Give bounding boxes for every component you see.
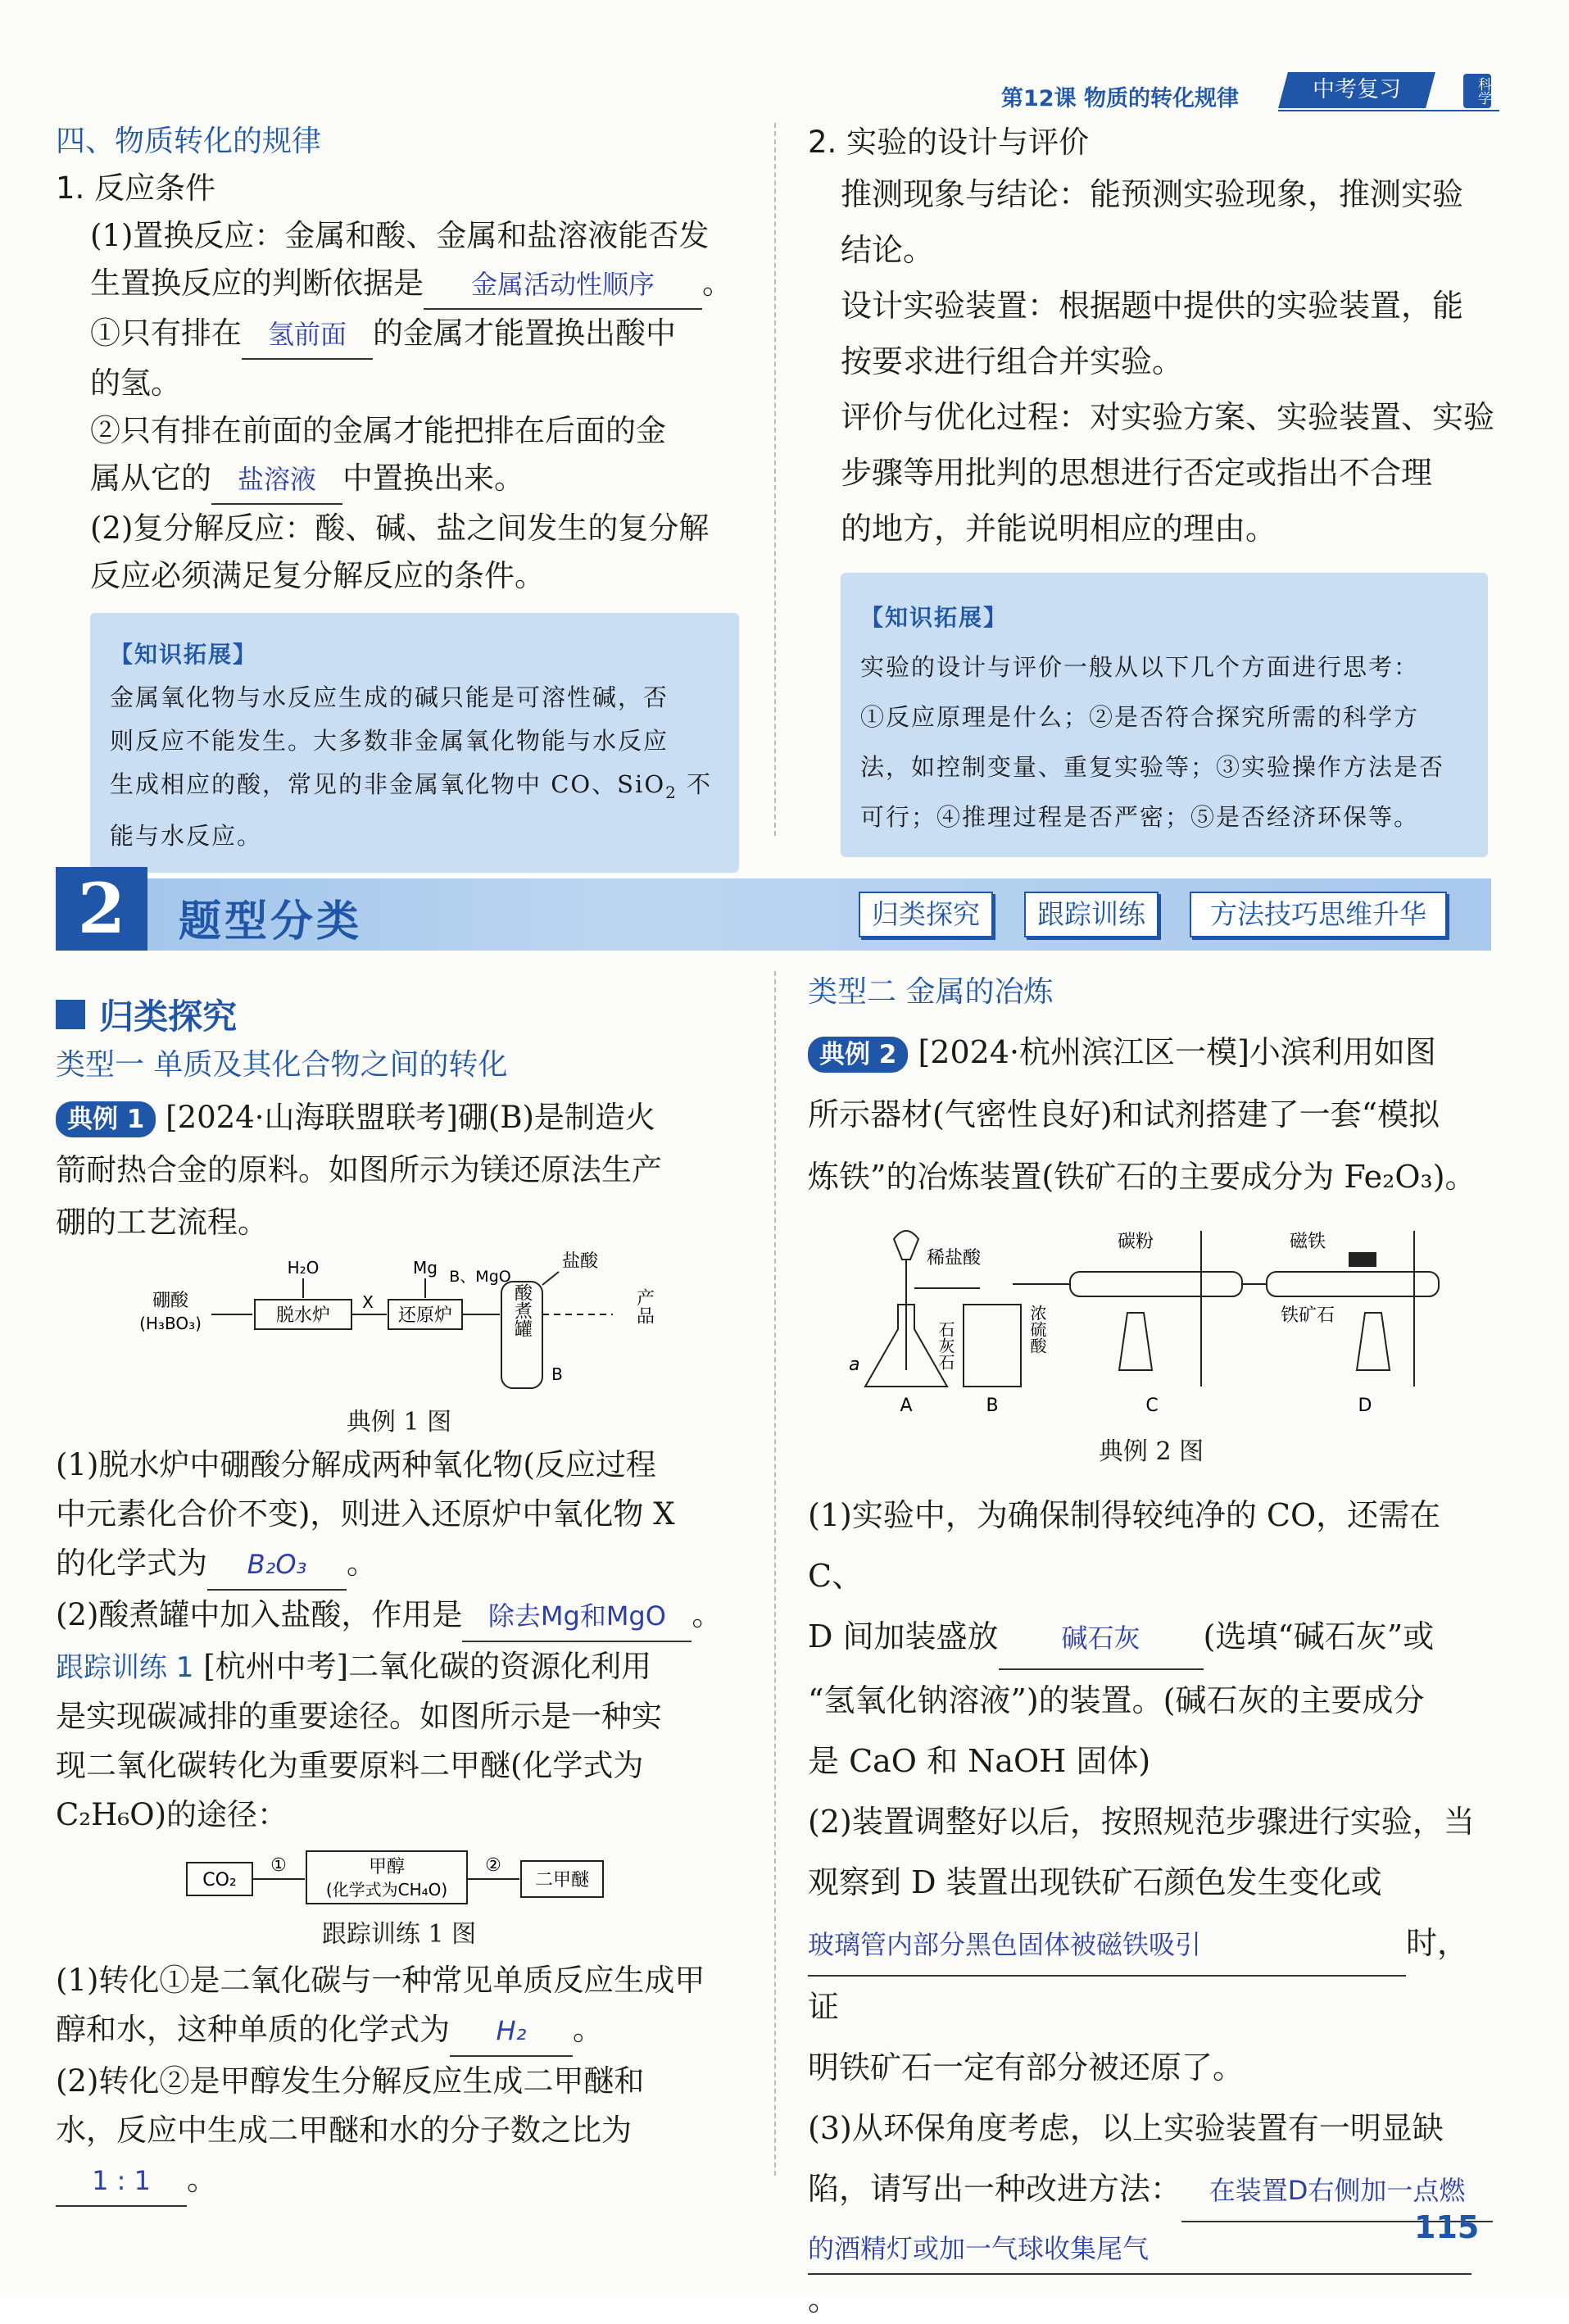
text: 生成相应的酸，常见的非金属氧化物中 CO、SiO bbox=[110, 770, 666, 798]
box-line: 实验的设计与评价一般从以下几个方面进行思考： bbox=[860, 653, 1420, 681]
answer-blank-1: 金属活动性顺序 bbox=[424, 261, 702, 310]
page-number: 115 bbox=[1414, 2209, 1480, 2245]
para-evaluate-1: 评价与优化过程：对实验方案、实验装置、实验 bbox=[841, 399, 1495, 435]
fig2-co2: CO₂ bbox=[202, 1870, 237, 1891]
left-top-column bbox=[56, 119, 742, 873]
r-q3-line-3 bbox=[808, 2222, 1494, 2324]
example-1-tag: 典例 1 bbox=[56, 1101, 156, 1137]
figure-2-flowchart bbox=[56, 1840, 742, 1913]
answer-r-q2: 玻璃管内部分黑色固体被磁铁吸引 bbox=[808, 1914, 1406, 1977]
fig3-limestone: 石灰石 bbox=[936, 1321, 955, 1370]
fig2-step1: ① bbox=[270, 1855, 287, 1876]
para-predict-2: 结论。 bbox=[841, 232, 935, 268]
section-classify-heading bbox=[56, 990, 742, 1039]
subject-badge: 科学 bbox=[1463, 74, 1491, 108]
fig3-acid: 浓硫酸 bbox=[1027, 1305, 1047, 1354]
text: 的金属才能置换出酸中 bbox=[373, 315, 676, 351]
answer-q1: B₂O₃ bbox=[207, 1540, 347, 1591]
tab-classify[interactable]: 归类探究 bbox=[859, 892, 993, 937]
tq2-line-1: (2)转化②是甲醇发生分解反应生成二甲醚和 bbox=[56, 2063, 645, 2099]
box-line: 法，如控制变量、重复实验等；③实验操作方法是否 bbox=[860, 753, 1445, 781]
tq2-line-3 bbox=[56, 2155, 742, 2207]
ex1-line-1 bbox=[56, 1092, 742, 1144]
para-evaluate-2: 步骤等用批判的思想进行否定或指出不合理 bbox=[841, 455, 1433, 491]
answer-r-q1: 碱石灰 bbox=[999, 1608, 1204, 1670]
text: [杭州中考]二氧化碳的资源化利用 bbox=[203, 1649, 652, 1684]
text: ①只有排在 bbox=[90, 315, 242, 351]
tab-methods[interactable]: 方法技巧思维升华 bbox=[1190, 892, 1447, 937]
section-banner bbox=[56, 868, 1491, 951]
para-design-1: 设计实验装置：根据题中提供的实验装置，能 bbox=[841, 288, 1464, 324]
text: 。 bbox=[573, 2012, 603, 2047]
text: 属从它的 bbox=[90, 461, 211, 496]
fig3-carbon: 碳粉 bbox=[1117, 1232, 1154, 1252]
fig3-C: C bbox=[1145, 1396, 1159, 1416]
fig3-bottle-b bbox=[964, 1305, 1021, 1387]
r-q3-line-1: (3)从环保角度考虑，以上实验装置有一明显缺 bbox=[808, 2110, 1444, 2146]
text: (2)酸煮罐中加入盐酸，作用是 bbox=[56, 1597, 463, 1632]
text: 。 bbox=[808, 2281, 840, 2317]
fig3-tube-c bbox=[1070, 1272, 1242, 1296]
fig3-burner-d bbox=[1357, 1313, 1390, 1370]
text: 2 bbox=[665, 782, 678, 802]
text: 生置换反应的判断依据是 bbox=[90, 266, 424, 301]
right-bottom-column bbox=[808, 964, 1494, 2324]
box-line: 可行；④推理过程是否严密；⑤是否经济环保等。 bbox=[860, 803, 1420, 831]
para-rule-1b: 的氢。 bbox=[90, 365, 181, 401]
r-q2-line-2: 观察到 D 装置出现铁矿石颜色发生变化或 bbox=[808, 1864, 1382, 1900]
box-line bbox=[110, 763, 719, 815]
box-line: 金属氧化物与水反应生成的碱只能是可溶性碱，否 bbox=[110, 683, 669, 711]
fig2-methanol-formula: (化学式为CH₄O) bbox=[325, 1880, 448, 1900]
fig1-hcl: 盐酸 bbox=[561, 1251, 599, 1272]
fig3-magnet-block bbox=[1349, 1252, 1376, 1267]
fig3-tube-d bbox=[1267, 1272, 1439, 1296]
text: 不 bbox=[677, 770, 713, 798]
box-line: 能与水反应。 bbox=[110, 821, 263, 850]
figure-1-caption: 典例 1 图 bbox=[346, 1408, 452, 1437]
answer-blank-2: 氢前面 bbox=[242, 311, 373, 360]
track-1-tag: 跟踪训练 1 bbox=[56, 1651, 194, 1684]
fig1-reducer: 还原炉 bbox=[397, 1305, 453, 1326]
para-double-decomp-1: (2)复分解反应：酸、碱、盐之间发生的复分解 bbox=[90, 511, 710, 546]
answer-r-q3b: 的酒精灯或加一气球收集尾气 bbox=[808, 2224, 1472, 2275]
q1-line-1: (1)脱水炉中硼酸分解成两种氧化物(反应过程 bbox=[56, 1447, 656, 1482]
fig3-ore: 铁矿石 bbox=[1280, 1305, 1335, 1326]
r-q1-line-4: 是 CaO 和 NaOH 固体) bbox=[808, 1743, 1151, 1779]
ex2-line-3: 炼铁”的冶炼装置(铁矿石的主要成分为 Fe₂O₃)。 bbox=[808, 1159, 1476, 1195]
example-2-tag: 典例 2 bbox=[808, 1037, 908, 1073]
track-line-2: 是实现碳减排的重要途径。如图所示是一种实 bbox=[56, 1699, 662, 1734]
text: [2024·山海联盟联考]硼(B)是制造火 bbox=[166, 1100, 655, 1135]
ex1-line-3: 硼的工艺流程。 bbox=[56, 1205, 268, 1240]
ex1-line-2: 箭耐热合金的原料。如图所示为镁还原法生产 bbox=[56, 1152, 662, 1187]
banner-number-block bbox=[56, 867, 147, 951]
figure-1-flowchart bbox=[56, 1249, 742, 1405]
item2-title: 2. 实验的设计与评价 bbox=[808, 125, 1090, 160]
text: 醇和水，这种单质的化学式为 bbox=[56, 2012, 450, 2047]
figure-2-caption: 跟踪训练 1 图 bbox=[321, 1920, 477, 1949]
fig3-burner-c bbox=[1119, 1313, 1152, 1370]
para-rule-2: ②只有排在前面的金属才能把排在后面的金 bbox=[90, 413, 666, 448]
type1-heading: 类型一 单质及其化合物之间的转化 bbox=[56, 1048, 508, 1082]
text: 。 bbox=[692, 1597, 723, 1632]
box-line: ①反应原理是什么；②是否符合探究所需的科学方 bbox=[860, 703, 1420, 731]
figure-3-caption: 典例 2 图 bbox=[1098, 1437, 1204, 1466]
para-predict-1: 推测现象与结论：能预测实验现象，推测实验 bbox=[841, 176, 1464, 212]
text: (选填“碱石灰”或 bbox=[1203, 1618, 1435, 1654]
para-design-2: 按要求进行组合并实验。 bbox=[841, 343, 1184, 379]
fig1-mg: Mg bbox=[413, 1258, 438, 1278]
type2-heading: 类型二 金属的冶炼 bbox=[808, 975, 1054, 1009]
para-replace-2 bbox=[56, 260, 742, 310]
para-rule-2b bbox=[56, 455, 742, 505]
r-q1-line-2 bbox=[808, 1606, 1494, 1670]
r-q2-line-4: 明铁矿石一定有部分被还原了。 bbox=[808, 2049, 1245, 2086]
ex2-line-2: 所示器材(气密性良好)和试剂搭建了一套“模拟 bbox=[808, 1096, 1440, 1132]
text: 陷，请写出一种改进方法： bbox=[808, 2171, 1182, 2207]
fig1-raw-formula: (H₃BO₃) bbox=[139, 1314, 202, 1333]
track-line-4: C₂H₆O)的途径： bbox=[56, 1797, 288, 1832]
fig3-hcl: 稀盐酸 bbox=[927, 1248, 982, 1269]
fig2-methanol: 甲醇 bbox=[368, 1857, 406, 1877]
text: 时，证 bbox=[808, 1925, 1469, 2025]
para-replace-1: (1)置换反应：金属和酸、金属和盐溶液能否发 bbox=[90, 218, 710, 253]
track-line-1 bbox=[56, 1642, 742, 1692]
column-divider-top bbox=[774, 123, 776, 836]
box-tag: 【知识拓展】 bbox=[110, 641, 258, 668]
para-double-decomp-2: 反应必须满足复分解反应的条件。 bbox=[90, 558, 545, 593]
header-rule bbox=[1278, 110, 1499, 111]
r-q3-line-2 bbox=[808, 2158, 1494, 2222]
fig1-arrow bbox=[542, 1272, 559, 1285]
fig1-h2o: H₂O bbox=[287, 1258, 320, 1278]
banner-title: 题型分类 bbox=[179, 897, 363, 946]
fig2-dme: 二甲醚 bbox=[534, 1870, 590, 1891]
fig1-raw: 硼酸 bbox=[152, 1291, 189, 1311]
fig1-b: B bbox=[551, 1364, 563, 1384]
fig1-product: 产品 bbox=[633, 1288, 655, 1324]
text: 。 bbox=[187, 2162, 217, 2197]
fig1-x: X bbox=[362, 1292, 374, 1312]
answer-blank-3: 盐溶液 bbox=[211, 456, 342, 505]
square-icon bbox=[56, 1000, 85, 1029]
column-divider-bottom bbox=[774, 971, 776, 2176]
answer-r-q3a: 在装置D右侧加一点燃 bbox=[1181, 2160, 1493, 2222]
left-bottom-column bbox=[56, 990, 742, 2207]
fig3-magnet: 磁铁 bbox=[1289, 1232, 1326, 1252]
text: 中置换出来。 bbox=[342, 461, 524, 496]
para-rule-1 bbox=[56, 310, 742, 360]
fig2-step2: ② bbox=[485, 1855, 501, 1876]
item1-title: 1. 反应条件 bbox=[56, 170, 216, 206]
fig3-a-lower: a bbox=[849, 1355, 860, 1375]
header-tag-label: 中考复习 bbox=[1313, 77, 1401, 102]
fig3-D: D bbox=[1358, 1396, 1372, 1416]
r-q1-line-3: “氢氧化钠溶液”)的装置。(碱石灰的主要成分 bbox=[808, 1682, 1425, 1718]
text: D 间加装盛放 bbox=[808, 1618, 999, 1654]
ex2-line-1 bbox=[808, 1021, 1494, 1083]
answer-t1: H₂ bbox=[450, 2006, 573, 2057]
text: [2024·杭州滨江区一模]小滨利用如图 bbox=[918, 1034, 1436, 1070]
fig1-b-mgo: B、MgO bbox=[449, 1268, 511, 1286]
text: 的化学式为 bbox=[56, 1546, 207, 1581]
figure-3-apparatus bbox=[808, 1214, 1494, 1419]
tq1-line-2 bbox=[56, 2005, 742, 2057]
track-line-3: 现二氧化碳转化为重要原料二甲醚(化学式为 bbox=[56, 1748, 644, 1783]
q1-line-3 bbox=[56, 1539, 742, 1591]
fig1-dryer: 脱水炉 bbox=[275, 1305, 331, 1326]
header-tag bbox=[1278, 72, 1435, 108]
text: 。 bbox=[702, 266, 732, 301]
text: 。 bbox=[347, 1546, 377, 1581]
tq1-line-1: (1)转化①是二氧化碳与一种常见单质反应生成甲 bbox=[56, 1963, 705, 1998]
knowledge-box-right bbox=[841, 573, 1488, 857]
answer-q2: 除去Mg和MgO bbox=[462, 1591, 692, 1642]
answer-t2: 1 : 1 bbox=[56, 2156, 187, 2207]
knowledge-box-left bbox=[90, 613, 739, 873]
q2-line bbox=[56, 1591, 742, 1642]
box-tag: 【知识拓展】 bbox=[860, 604, 1009, 631]
banner-number: 2 bbox=[77, 868, 126, 949]
tq2-line-2: 水，反应中生成二甲醚和水的分子数之比为 bbox=[56, 2113, 632, 2148]
para-evaluate-3: 的地方，并能说明相应的理由。 bbox=[841, 511, 1277, 547]
right-top-column bbox=[808, 119, 1494, 857]
tab-training[interactable]: 跟踪训练 bbox=[1024, 892, 1159, 937]
section-title: 归类探究 bbox=[99, 996, 238, 1037]
fig3-A: A bbox=[900, 1396, 913, 1416]
r-q2-line-1: (2)装置调整好以后，按照规范步骤进行实验，当 bbox=[808, 1804, 1475, 1840]
fig1-tank: 酸煮罐 bbox=[511, 1283, 533, 1337]
header-lesson: 第12课 物质的转化规律 bbox=[1001, 86, 1239, 111]
fig3-B: B bbox=[986, 1396, 999, 1416]
r-q1-line-1: (1)实验中，为确保制得较纯净的 CO，还需在 C、 bbox=[808, 1497, 1441, 1594]
fig3-funnel bbox=[894, 1231, 918, 1260]
section-heading-rules: 四、物质转化的规律 bbox=[56, 125, 322, 158]
box-line: 则反应不能发生。大多数非金属氧化物能与水反应 bbox=[110, 727, 669, 755]
q1-line-2: 中元素化合价不变)，则进入还原炉中氧化物 X bbox=[56, 1496, 675, 1532]
r-q2-line-3 bbox=[808, 1913, 1494, 2037]
